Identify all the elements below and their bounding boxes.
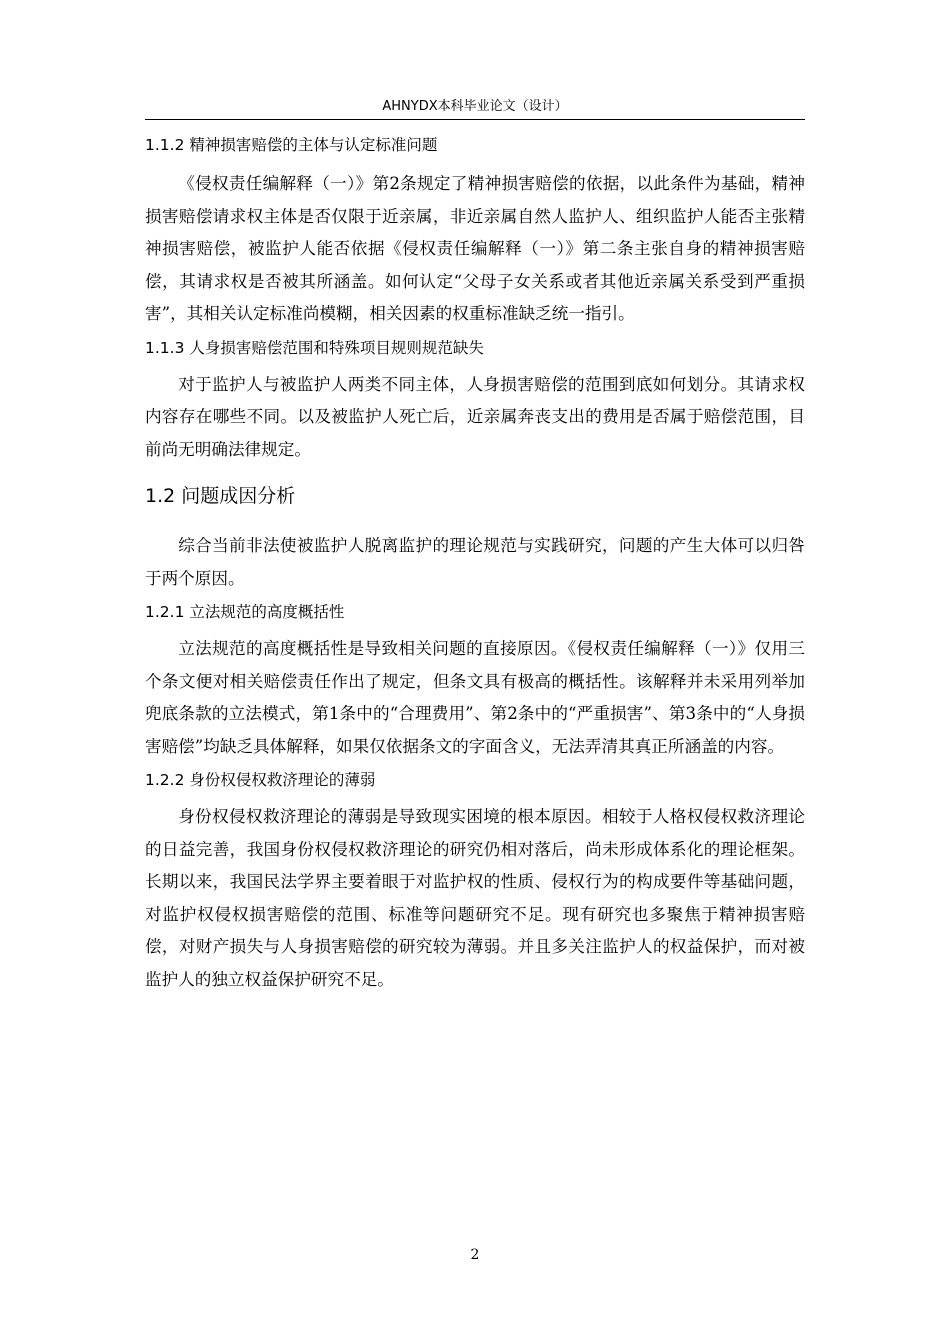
body-paragraph: 《侵权责任编解释（一）》第2条规定了精神损害赔偿的依据，以此条件为基础，精神损害赔偿请求权主体是否仅限于近亲属，非近亲属自然人监护人、组织监护人能否主张精神损害赔偿，被监护人能否依据《侵权责任编解释（一）》第二条主张自身的精神损害赔偿，其请求权是否被其所涵盖。如何认定“父母子女关系或者其他近亲属关系受到严重损害”，其相关认定标准尚模糊，相关因素的权重标准缺乏统一指引。 (145, 174, 805, 323)
body-paragraph: 身份权侵权救济理论的薄弱是导致现实困境的根本原因。相较于人格权侵权救济理论的日益完善，我国身份权侵权救济理论的研究仍相对落后，尚未形成体系化的理论框架。长期以来，我国民法学界主要着眼于对监护权的性质、侵权行为的构成要件等基础问题，对监护权侵权损害赔偿的范围、标准等问题研究不足。现有研究也多聚焦于精神损害赔偿，对财产损失与人身损害赔偿的研究较为薄弱。并且多关注监护人的权益保护，而对被监护人的独立权益保护研究不足。 (145, 807, 805, 989)
section-heading-1-2: 1.2 问题成因分析 (145, 485, 296, 507)
body-paragraph: 对于监护人与被监护人两类不同主体，人身损害赔偿的范围到底如何划分。其请求权内容存在哪些不同。以及被监护人死亡后，近亲属奔丧支出的费用是否属于赔偿范围，目前尚无明确法律规定。 (145, 374, 805, 459)
body-paragraph: 立法规范的高度概括性是导致相关问题的直接原因。《侵权责任编解释（一）》仅用三个条文便对相关赔偿责任作出了规定，但条文具有极高的概括性。该解释并未采用列举加兜底条款的立法模式，第1条中的“合理费用”、第2条中的“严重损害”、第3条中的“人身损害赔偿”均缺乏具体解释，如果仅依据条文的字面含义，无法弄清其真正所涵盖的内容。 (145, 639, 805, 756)
section-heading-1-2-2: 1.2.2 身份权侵权救济理论的薄弱 (145, 771, 376, 789)
header-divider (145, 119, 805, 120)
section-heading-1-1-3: 1.1.3 人身损害赔偿范围和特殊项目规则规范缺失 (145, 338, 484, 357)
section-heading-1-2-1: 1.2.1 立法规范的高度概括性 (145, 603, 345, 621)
body-paragraph: 综合当前非法使被监护人脱离监护的理论规范与实践研究，问题的产生大体可以归咎于两个原因。 (145, 536, 805, 588)
running-header: AHNYDX本科毕业论文（设计） (382, 99, 568, 114)
section-heading-1-1-2: 1.1.2 精神损害赔偿的主体与认定标准问题 (145, 136, 438, 154)
page-body (145, 128, 805, 996)
page-number: 2 (470, 1247, 480, 1263)
